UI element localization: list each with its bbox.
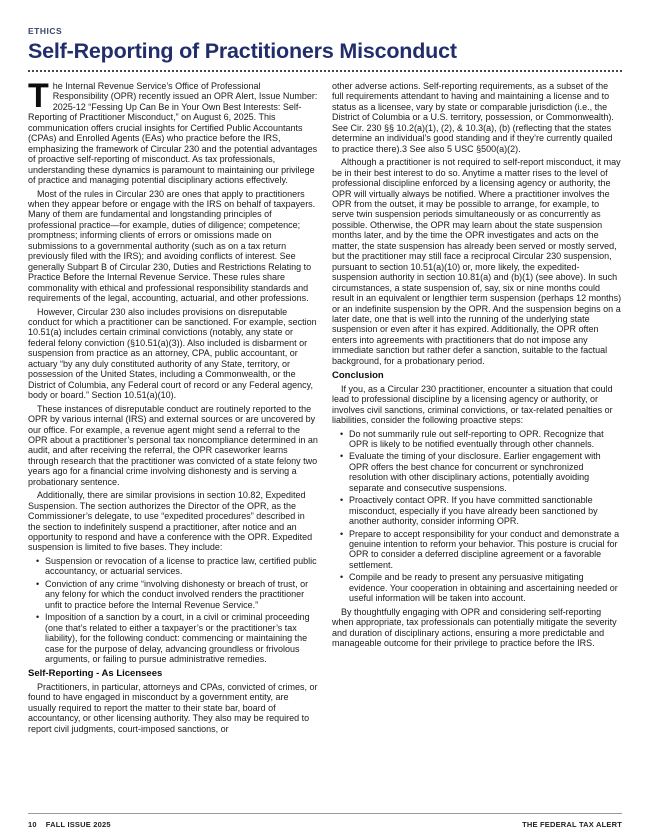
paragraph: Practitioners, in particular, attorneys and CPAs, convicted of crimes, or found to have engaged in misconduct by a government entity, are usually required to report the matter to their state bar, board of accountancy, or other licensing authority. They also may be required to report civil judgments, court-imposed sanctions, or [28, 681, 318, 734]
bullet-item: • Suspension or revocation of a license to practice law, certified public accountancy, or actuarial services. [36, 556, 318, 577]
section-heading-licensees: Self-Reporting - As Licensees [28, 668, 163, 680]
section-heading-conclusion: Conclusion [332, 370, 384, 382]
paragraph: These instances of disreputable conduct are routinely reported to the OPR by various internal (IRS) and external sources or are uncovered by our office. For example, a revenue agent might send a referral to the OPR about a practitioner’s personal tax noncompliance determined in an audit, and after receiving the referral, the OPR caseworker learns through research that the practitioner was convicted of a state felony two years ago for a financial crime involving dishonesty and is serving a probationary sentence. [28, 403, 318, 487]
right-column [332, 81, 622, 737]
bullet-item: • Evaluate the timing of your disclosure. Earlier engagement with OPR offers the best chance for concurrent or synchronized resolution with other disciplinary actions, potentially avoiding separate and consecutive suspensions. [340, 451, 622, 493]
bullet-list [28, 556, 318, 665]
page-number: 10 [28, 820, 37, 829]
paragraph-text: he Internal Revenue Service’s Office of Professional Responsibility (OPR) recently issued an OPR Alert, Issue Number: 2025-12 “Fessing Up Can Be in Your Own Best Interests: Self-Reporting of Practitioner Misconduct,” on August 6, 2025. This communication offers crucial insights for Certified Public Accountants (CPAs) and Enrolled Agents (EAs) who practice before the IRS, emphasizing the framework of Circular 230 and the potential advantages of proactive self-reporting of misconduct. As tax professionals, understanding these dynamics is paramount to maintaining our privilege of practice and managing potential disciplinary actions effectively. [28, 81, 318, 186]
paragraph [28, 77, 318, 186]
issue-label: FALL ISSUE 2025 [45, 820, 111, 829]
section-kicker: ETHICS [28, 26, 63, 36]
article-body [28, 77, 622, 737]
bullet-list [332, 429, 622, 604]
paragraph: other adverse actions. Self-reporting requirements, as a subset of the full requirements attendant to having and maintaining a license and to status as a licensee, vary by state or comparable jurisdiction (i.e., the District of Columbia or a U.S. territory, possession, or Commonwealth). See Cir. 230 §§ 10.2(a)(1), (2), & 10.3(a), (b) (reflecting that the states determine an individual’s good standing and if they’re currently quailed to practice there).3 See also 5 USC §500(a)(2). [332, 81, 614, 154]
bullet-item: • Do not summarily rule out self-reporting to OPR. Recognize that OPR is likely to be notified eventually through other channels. [340, 429, 622, 450]
page-footer [28, 813, 622, 829]
paragraph: If you, as a Circular 230 practitioner, encounter a situation that could lead to professional discipline by a licensing agency or authority, or involves civil sanctions, criminal convictions, or tax-related penalties or liabilities, consider the following proactive steps: [332, 383, 613, 426]
drop-cap: T [28, 77, 49, 115]
bullet-item: • Imposition of a sanction by a court, in a civil or criminal proceeding (one that’s related to either a taxpayer’s or the practitioner’s tax liability), for the following conduct: commencing or maintaining the case for the purpose of delay, advancing groundless or frivolous arguments, or failing to pursue administrative remedies. [36, 612, 318, 664]
article-title: Self-Reporting of Practitioners Misconduct [28, 39, 457, 63]
publication-label: THE FEDERAL TAX ALERT [522, 820, 622, 829]
left-column [28, 77, 318, 737]
bullet-item: • Conviction of any crime “involving dishonesty or breach of trust, or any felony for which the conduct involved renders the practitioner unfit to practice before the Internal Revenue Service.” [36, 579, 318, 610]
paragraph: By thoughtfully engaging with OPR and considering self-reporting when appropriate, tax professionals can potentially mitigate the severity and duration of disciplinary actions, ensuring a more predictable and manageable outcome for their privilege to practice before the IRS. [332, 606, 617, 649]
bullet-item: • Compile and be ready to present any persuasive mitigating evidence. Your cooperation in obtaining and ascertaining needed or useful information will be taken into account. [340, 572, 622, 603]
paragraph: Although a practitioner is not required to self-report misconduct, it may be in their best interest to do so. Anytime a matter rises to the level of professional discipline enforced by a licensing agency or authority, the OPR will virtually always be notified. Where a practitioner involves the OPR from the outset, it may be possible to arrange, for example, to serve twin suspension periods simultaneously or as concurrently as possible. Otherwise, the OPR may learn about the state suspension months later, and by the time the OPR investigates and acts on the matter, the state suspension has already been served or mostly served, but the practitioner may still face a reciprocal Circular 230 suspension, pursuant to section 10.51(a)(10) or, more likely, the expedited-suspension authority in section 10.81(a) and (b)(1) (see above). In such circumstances, a state suspension of, say, six or nine months could result in an equivalent or lengthier term suspension (perhaps 12 months) or an indefinite suspension by the OPR. And the suspension begins on a later date, one that is well into the running of the underlying state suspension or even after it has expired. Additionally, the OPR often enters into agreements with practitioners that do not impose any immediate sanction but rather defer a sanction, suitable to the factual background, for a probationary period. [332, 157, 622, 366]
bullet-item: • Prepare to accept responsibility for your conduct and demonstrate a genuine intention to reform your behavior. This posture is crucial for OPR to consider a deferred discipline agreement or a favorable settlement. [340, 529, 622, 571]
bullet-item: • Proactively contact OPR. If you have committed sanctionable misconduct, especially if you have already been sanctioned by another authority, consider informing OPR. [340, 495, 622, 526]
footer-left [28, 820, 111, 829]
paragraph: Most of the rules in Circular 230 are ones that apply to practitioners when they appear before or engage with the IRS on behalf of taxpayers. Many of them are fundamental and longstanding principles of professional practice—for example, duties of diligence; competence; promptness; informing clients of errors or omissions made on submissions to a governmental authority (such as on a tax return previously filed with the IRS); and avoiding conflicts of interest. See generally Subpart B of Circular 230, Duties and Restrictions Relating to Practice Before the Internal Revenue Service. These rules share commonality with ethical and professional responsibility standards and requirements of the legal, accounting, actuarial, and other professions. [28, 188, 316, 304]
paragraph: Additionally, there are similar provisions in section 10.82, Expedited Suspension. The section authorizes the Director of the OPR, as the Commissioner’s delegate, to use “expedited procedures” described in the section to indefinitely suspend a practitioner, after notice and an opportunity to respond and have a conference with the OPR. Expedited suspension is limited to five bases. They include: [28, 490, 313, 553]
dotted-divider [28, 70, 622, 72]
paragraph: However, Circular 230 also includes provisions on disreputable conduct for which a practitioner can be sanctioned. For example, section 10.51(a) includes certain criminal convictions (notably, any state or federal felony conviction (§10.51(a)(3)). Also included is disbarment or suspension from practice as an attorney, CPA, public accountant, or actuary “by any duly constituted authority of any State, territory, or possession of the United States, including a Commonwealth, or the District of Columbia, any Federal court of record or any Federal agency, body or board.” Section 10.51(a)(10). [28, 306, 317, 401]
